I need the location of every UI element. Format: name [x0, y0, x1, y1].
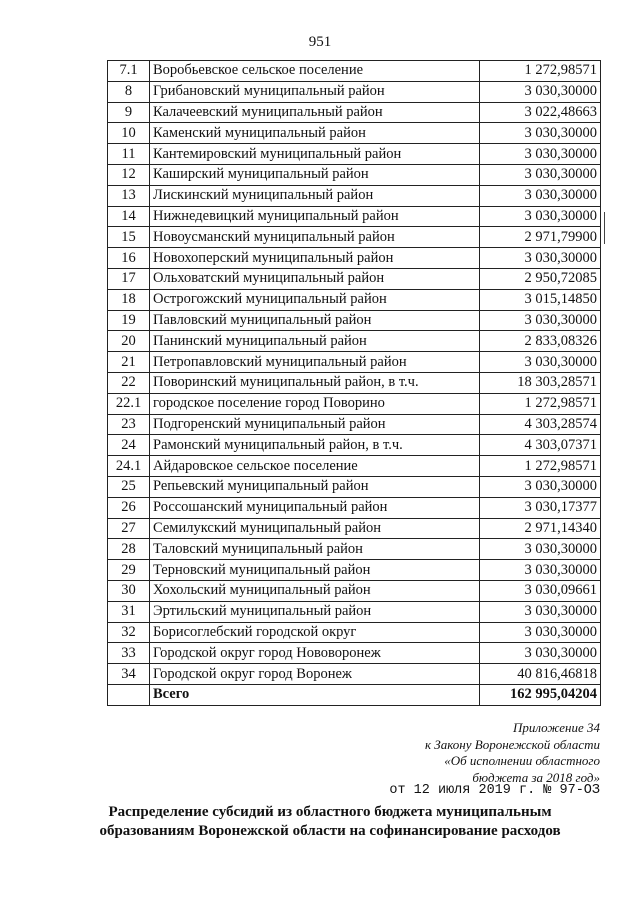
total-label: Всего [150, 684, 480, 705]
appendix-law-title-2: бюджета за 2018 год» [472, 769, 600, 785]
table-row [108, 393, 601, 414]
table-row [108, 414, 601, 435]
municipality-name: Городской округ город Воронеж [150, 664, 480, 685]
subsidy-amount: 3 030,30000 [480, 539, 601, 560]
table-row [108, 560, 601, 581]
subsidy-amount: 3 030,30000 [480, 123, 601, 144]
law-date-stamp: от 12 июля 2019 г. № 97-ОЗ [389, 783, 600, 798]
subsidy-amount: 3 015,14850 [480, 289, 601, 310]
municipality-name: Ольховатский муниципальный район [150, 268, 480, 289]
subsidy-amount: 3 030,09661 [480, 580, 601, 601]
total-row [108, 684, 601, 705]
subsidy-amount: 4 303,07371 [480, 435, 601, 456]
municipality-name: Калачеевский муниципальный район [150, 102, 480, 123]
row-number: 14 [108, 206, 150, 227]
table-row [108, 352, 601, 373]
row-number: 21 [108, 352, 150, 373]
row-number: 30 [108, 580, 150, 601]
table-row [108, 518, 601, 539]
row-number: 22.1 [108, 393, 150, 414]
row-number: 25 [108, 476, 150, 497]
row-number: 9 [108, 102, 150, 123]
table-row [108, 456, 601, 477]
municipality-name: Таловский муниципальный район [150, 539, 480, 560]
municipality-name: Подгоренский муниципальный район [150, 414, 480, 435]
row-number: 24 [108, 435, 150, 456]
subsidy-amount: 1 272,98571 [480, 61, 601, 82]
municipality-name: Борисоглебский городской округ [150, 622, 480, 643]
municipality-name: Павловский муниципальный район [150, 310, 480, 331]
municipality-name: Воробьевское сельское поселение [150, 61, 480, 82]
subsidy-amount: 3 030,30000 [480, 185, 601, 206]
row-number: 23 [108, 414, 150, 435]
subsidy-amount: 3 030,17377 [480, 497, 601, 518]
subsidy-amount: 3 030,30000 [480, 310, 601, 331]
table-row [108, 310, 601, 331]
table-row [108, 123, 601, 144]
subsidy-amount: 3 030,30000 [480, 248, 601, 269]
subsidy-amount: 3 030,30000 [480, 164, 601, 185]
subsidy-amount: 3 030,30000 [480, 476, 601, 497]
municipality-name: Городской округ город Нововоронеж [150, 643, 480, 664]
municipality-name: Нижнедевицкий муниципальный район [150, 206, 480, 227]
row-number: 31 [108, 601, 150, 622]
municipality-name: Грибановский муниципальный район [150, 81, 480, 102]
heading-line-1: Распределение субсидий из областного бюджета муниципальным [108, 804, 552, 820]
municipality-name: Терновский муниципальный район [150, 560, 480, 581]
municipality-name: Лискинский муниципальный район [150, 185, 480, 206]
table-row [108, 622, 601, 643]
row-number: 33 [108, 643, 150, 664]
appendix-law-ref: к Закону Воронежской области [424, 736, 600, 752]
municipality-name: Острогожский муниципальный район [150, 289, 480, 310]
row-number: 12 [108, 164, 150, 185]
table-row [108, 268, 601, 289]
municipality-name: Новохоперский муниципальный район [150, 248, 480, 269]
appendix-number: Приложение 34 [512, 720, 600, 735]
total-amount: 162 995,04204 [480, 684, 601, 705]
table-row [108, 539, 601, 560]
municipality-name: Семилукский муниципальный район [150, 518, 480, 539]
row-number: 28 [108, 539, 150, 560]
row-number: 34 [108, 664, 150, 685]
row-number: 27 [108, 518, 150, 539]
municipality-name: Кантемировский муниципальный район [150, 144, 480, 165]
row-number: 26 [108, 497, 150, 518]
subsidy-amount: 3 030,30000 [480, 206, 601, 227]
table-row [108, 372, 601, 393]
municipality-name: Поворинский муниципальный район, в т.ч. [150, 372, 480, 393]
municipality-name: городское поселение город Поворино [150, 393, 480, 414]
row-number: 16 [108, 248, 150, 269]
subsidy-amount: 3 030,30000 [480, 622, 601, 643]
row-number: 32 [108, 622, 150, 643]
municipality-name: Репьевский муниципальный район [150, 476, 480, 497]
municipality-name: Айдаровское сельское поселение [150, 456, 480, 477]
total-number [108, 684, 150, 705]
subsidy-amount: 3 030,30000 [480, 144, 601, 165]
subsidy-amount: 2 971,14340 [480, 518, 601, 539]
row-number: 8 [108, 81, 150, 102]
subsidy-amount: 40 816,46818 [480, 664, 601, 685]
row-number: 15 [108, 227, 150, 248]
subsidy-table [107, 60, 601, 706]
section-heading [60, 803, 600, 841]
municipality-name: Петропавловский муниципальный район [150, 352, 480, 373]
table-row [108, 664, 601, 685]
table-row [108, 227, 601, 248]
municipality-name: Каширский муниципальный район [150, 164, 480, 185]
heading-line-2: образованиям Воронежской области на софинансирование расходов [99, 823, 561, 839]
table-row [108, 435, 601, 456]
subsidy-amount: 3 030,30000 [480, 643, 601, 664]
subsidy-amount: 1 272,98571 [480, 393, 601, 414]
table-row [108, 643, 601, 664]
table-row [108, 289, 601, 310]
row-number: 13 [108, 185, 150, 206]
row-number: 17 [108, 268, 150, 289]
subsidy-amount: 2 950,72085 [480, 268, 601, 289]
subsidy-amount: 1 272,98571 [480, 456, 601, 477]
subsidy-amount: 3 030,30000 [480, 81, 601, 102]
subsidy-amount: 3 030,30000 [480, 560, 601, 581]
table-row [108, 248, 601, 269]
subsidy-amount: 3 022,48663 [480, 102, 601, 123]
row-number: 24.1 [108, 456, 150, 477]
table-row [108, 580, 601, 601]
municipality-name: Рамонский муниципальный район, в т.ч. [150, 435, 480, 456]
municipality-name: Эртильский муниципальный район [150, 601, 480, 622]
table-body [108, 61, 601, 706]
subsidy-amount: 3 030,30000 [480, 601, 601, 622]
table-row [108, 497, 601, 518]
appendix-law-title-1: «Об исполнении областного [444, 753, 600, 768]
table-row [108, 61, 601, 82]
page-number: 951 [308, 34, 332, 50]
subsidy-amount: 2 833,08326 [480, 331, 601, 352]
row-number: 10 [108, 123, 150, 144]
row-number: 18 [108, 289, 150, 310]
table-row [108, 476, 601, 497]
row-number: 11 [108, 144, 150, 165]
scan-edge-mark [604, 212, 605, 244]
table-row [108, 601, 601, 622]
subsidy-amount: 18 303,28571 [480, 372, 601, 393]
table-row [108, 102, 601, 123]
municipality-name: Россошанский муниципальный район [150, 497, 480, 518]
municipality-name: Новоусманский муниципальный район [150, 227, 480, 248]
table-row [108, 331, 601, 352]
row-number: 29 [108, 560, 150, 581]
municipality-name: Хохольский муниципальный район [150, 580, 480, 601]
municipality-name: Каменский муниципальный район [150, 123, 480, 144]
municipality-name: Панинский муниципальный район [150, 331, 480, 352]
table-row [108, 81, 601, 102]
row-number: 20 [108, 331, 150, 352]
row-number: 19 [108, 310, 150, 331]
table-row [108, 144, 601, 165]
subsidy-amount: 4 303,28574 [480, 414, 601, 435]
row-number: 22 [108, 372, 150, 393]
table-row [108, 164, 601, 185]
table-row [108, 185, 601, 206]
subsidy-amount: 2 971,79900 [480, 227, 601, 248]
row-number: 7.1 [108, 61, 150, 82]
appendix-block [340, 720, 600, 786]
subsidy-amount: 3 030,30000 [480, 352, 601, 373]
table-row [108, 206, 601, 227]
